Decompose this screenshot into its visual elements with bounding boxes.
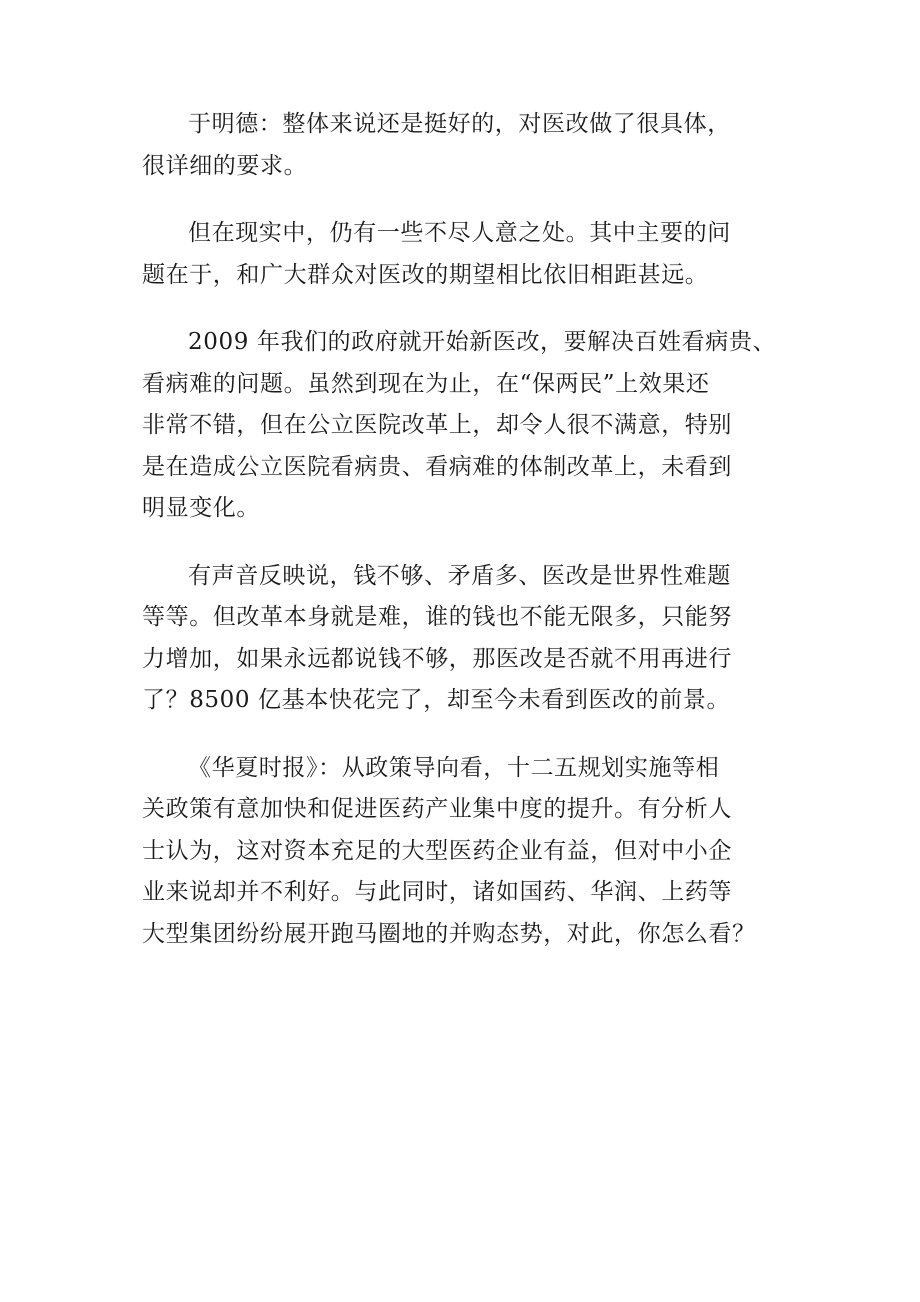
paragraph-1 <box>142 104 782 187</box>
paragraph-2 <box>142 213 782 296</box>
text-line: 明显变化。 <box>142 495 260 521</box>
text-line: 于明德：整体来说还是挺好的，对医改做了很具体， <box>188 111 731 137</box>
text-line: 2009 年我们的政府就开始新医改，要解决百姓看病贵、 <box>188 329 777 355</box>
text-line: 《华夏时报》：从政策导向看，十二五规划实施等相 <box>188 754 720 781</box>
text-line: 但在现实中，仍有一些不尽人意之处。其中主要的问 <box>188 220 731 246</box>
text-line: 题在于，和广大群众对医改的期望相比依旧相距甚远。 <box>142 261 709 288</box>
text-line: 关政策有意加快和促进医药产业集中度的提升。有分析人 <box>142 796 732 822</box>
text-line: 非常不错，但在公立医院改革上，却令人很不满意，特别 <box>142 412 732 438</box>
text-line: 等等。但改革本身就是难，谁的钱也不能无限多，只能努 <box>142 604 732 630</box>
text-line: 力增加，如果永远都说钱不够，那医改是否就不用再进行 <box>142 645 732 672</box>
text-line: 很详细的要求。 <box>142 152 308 179</box>
text-line: 士认为，这对资本充足的大型医药企业有益，但对中小企 <box>142 837 732 864</box>
text-line: 大型集团纷纷展开跑马圈地的并购态势，对此，你怎么看？ <box>142 920 756 947</box>
text-line: 了？8500 亿基本快花完了，却至今未看到医改的前景。 <box>142 687 731 713</box>
paragraph-5 <box>142 748 782 956</box>
text-line: 业来说却并不利好。与此同时，诸如国药、华润、上药等 <box>142 879 732 905</box>
article-body <box>142 104 782 981</box>
text-line: 看病难的问题。虽然到现在为止，在“保两民”上效果还 <box>142 370 710 397</box>
paragraph-3 <box>142 322 782 530</box>
text-line: 是在造成公立医院看病贵、看病难的体制改革上，未看到 <box>142 453 732 480</box>
paragraph-4 <box>142 556 782 722</box>
text-line: 有声音反映说，钱不够、矛盾多、医改是世界性难题 <box>188 562 731 589</box>
